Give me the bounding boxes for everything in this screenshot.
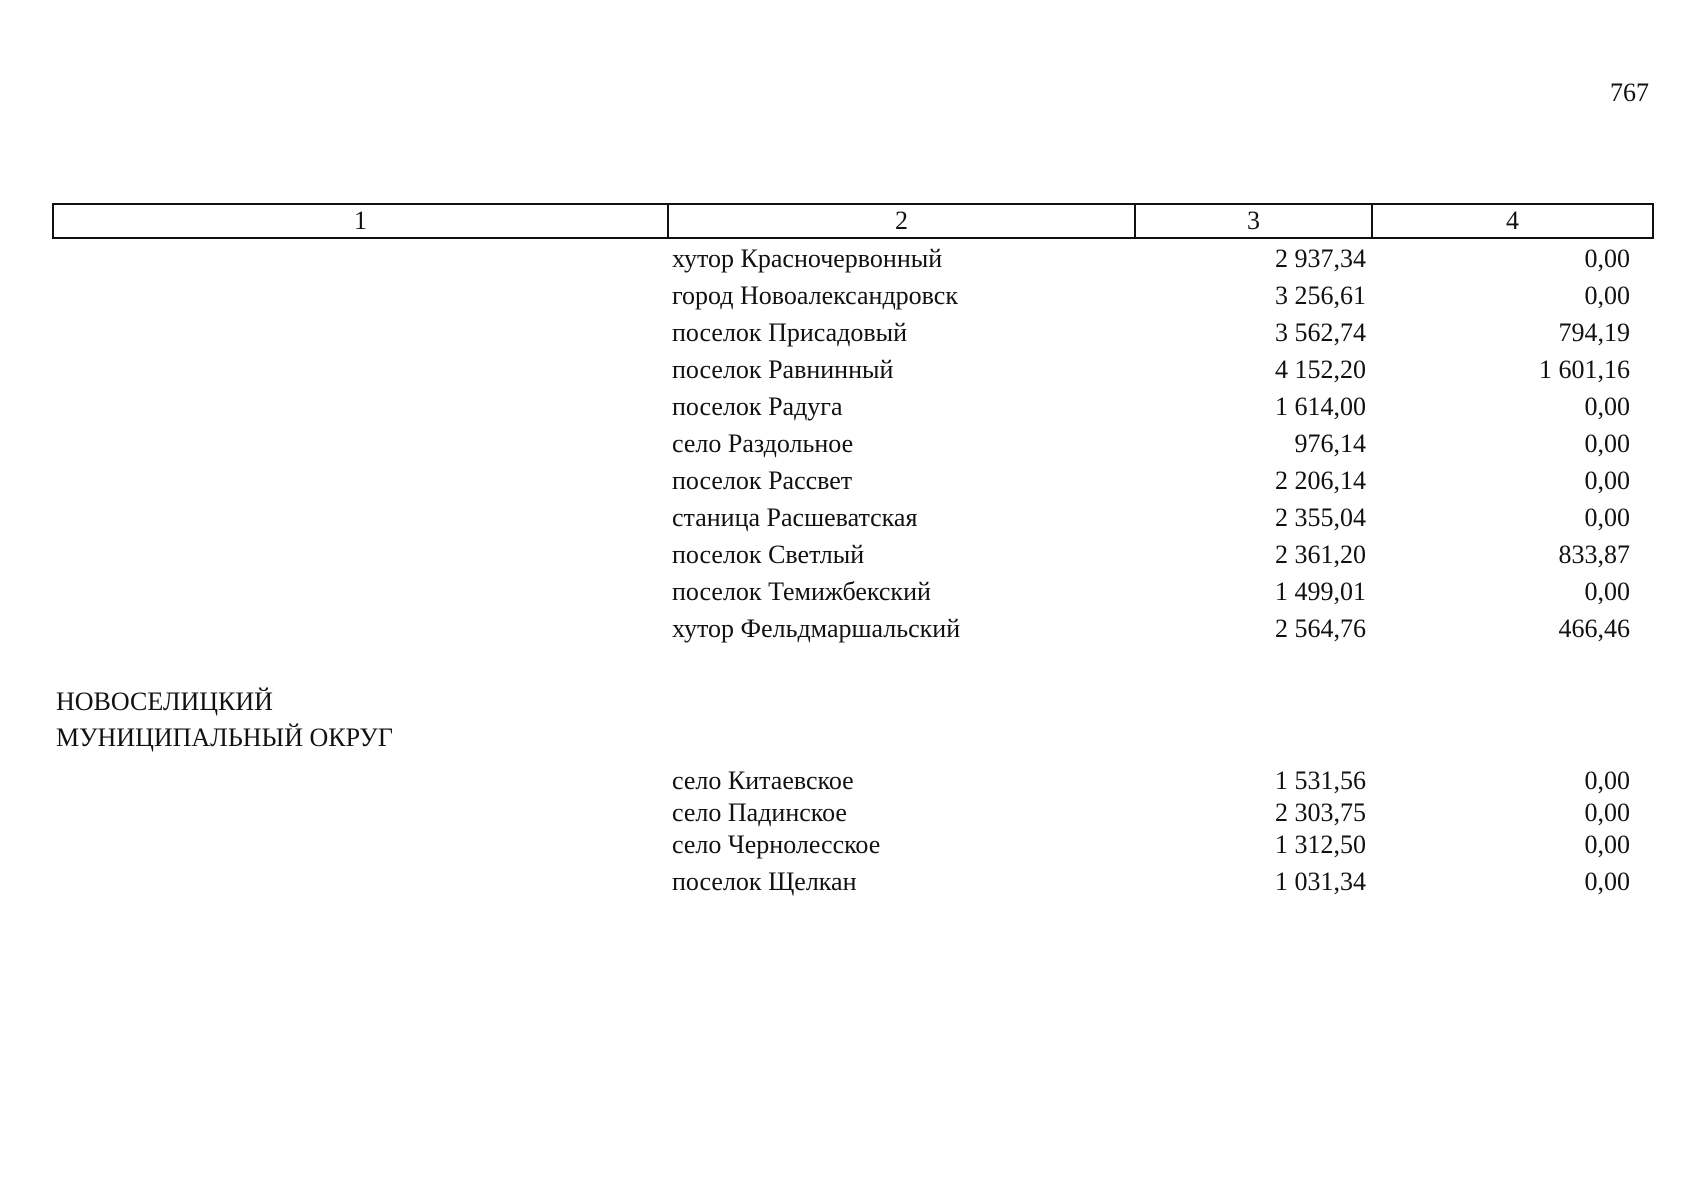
table-row bbox=[0, 828, 1694, 862]
value-col3: 1 499,01 bbox=[1275, 577, 1366, 606]
table-row bbox=[0, 612, 1694, 646]
value-col3: 2 355,04 bbox=[1275, 503, 1366, 532]
value-col3: 2 937,34 bbox=[1275, 244, 1366, 273]
value-col4: 1 601,16 bbox=[1539, 355, 1630, 384]
value-col3: 3 562,74 bbox=[1275, 318, 1366, 347]
value-col3: 2 206,14 bbox=[1275, 466, 1366, 495]
table-row bbox=[0, 427, 1694, 461]
settlement-name: село Китаевское bbox=[672, 766, 854, 795]
settlement-name: поселок Присадовый bbox=[672, 318, 908, 347]
column-header-4: 4 bbox=[1372, 204, 1653, 238]
column-header-2: 2 bbox=[668, 204, 1135, 238]
value-col3: 2 303,75 bbox=[1275, 798, 1366, 827]
settlement-name: поселок Радуга bbox=[672, 392, 843, 421]
settlement-name: поселок Щелкан bbox=[672, 867, 857, 896]
table-row bbox=[0, 279, 1694, 313]
table-row bbox=[0, 316, 1694, 350]
table-row bbox=[0, 796, 1694, 830]
table-header bbox=[52, 203, 1654, 239]
table-row bbox=[0, 501, 1694, 535]
value-col3: 2 361,20 bbox=[1275, 540, 1366, 569]
value-col4: 833,87 bbox=[1558, 540, 1630, 569]
column-header-1: 1 bbox=[53, 204, 668, 238]
value-col4: 0,00 bbox=[1584, 429, 1630, 458]
value-col4: 0,00 bbox=[1584, 466, 1630, 495]
table-row bbox=[0, 538, 1694, 572]
table-row bbox=[0, 464, 1694, 498]
column-header-3: 3 bbox=[1135, 204, 1372, 238]
table-row bbox=[0, 242, 1694, 276]
value-col4: 0,00 bbox=[1584, 577, 1630, 606]
settlement-name: поселок Темижбекский bbox=[672, 577, 931, 606]
value-col4: 466,46 bbox=[1558, 614, 1630, 643]
value-col3: 3 256,61 bbox=[1275, 281, 1366, 310]
value-col4: 794,19 bbox=[1558, 318, 1630, 347]
settlement-name: поселок Равнинный bbox=[672, 355, 894, 384]
value-col4: 0,00 bbox=[1584, 830, 1630, 859]
page-number: 767 bbox=[1610, 78, 1649, 107]
district-heading-line: МУНИЦИПАЛЬНЫЙ ОКРУГ bbox=[56, 723, 393, 752]
value-col4: 0,00 bbox=[1584, 281, 1630, 310]
table-row bbox=[0, 575, 1694, 609]
table-row bbox=[0, 390, 1694, 424]
settlement-name: поселок Светлый bbox=[672, 540, 865, 569]
value-col3: 976,14 bbox=[1294, 429, 1366, 458]
value-col3: 4 152,20 bbox=[1275, 355, 1366, 384]
value-col4: 0,00 bbox=[1584, 244, 1630, 273]
district-heading bbox=[56, 684, 393, 756]
table-row bbox=[0, 764, 1694, 798]
value-col4: 0,00 bbox=[1584, 392, 1630, 421]
settlement-name: село Падинское bbox=[672, 798, 847, 827]
settlement-name: село Раздольное bbox=[672, 429, 854, 458]
value-col4: 0,00 bbox=[1584, 867, 1630, 896]
settlement-name: станица Расшеватская bbox=[672, 503, 918, 532]
table-row bbox=[0, 353, 1694, 387]
table-row bbox=[0, 865, 1694, 899]
value-col3: 1 531,56 bbox=[1275, 766, 1366, 795]
value-col3: 2 564,76 bbox=[1275, 614, 1366, 643]
settlement-name: хутор Фельдмаршальский bbox=[672, 614, 961, 643]
value-col3: 1 031,34 bbox=[1275, 867, 1366, 896]
value-col4: 0,00 bbox=[1584, 766, 1630, 795]
value-col3: 1 614,00 bbox=[1275, 392, 1366, 421]
settlement-name: город Новоалександровск bbox=[672, 281, 958, 310]
district-heading-line: НОВОСЕЛИЦКИЙ bbox=[56, 687, 273, 716]
settlement-name: село Чернолесское bbox=[672, 830, 881, 859]
value-col4: 0,00 bbox=[1584, 503, 1630, 532]
header-row bbox=[53, 204, 1653, 238]
settlement-name: поселок Рассвет bbox=[672, 466, 853, 495]
settlement-name: хутор Красночервонный bbox=[672, 244, 943, 273]
value-col3: 1 312,50 bbox=[1275, 830, 1366, 859]
value-col4: 0,00 bbox=[1584, 798, 1630, 827]
